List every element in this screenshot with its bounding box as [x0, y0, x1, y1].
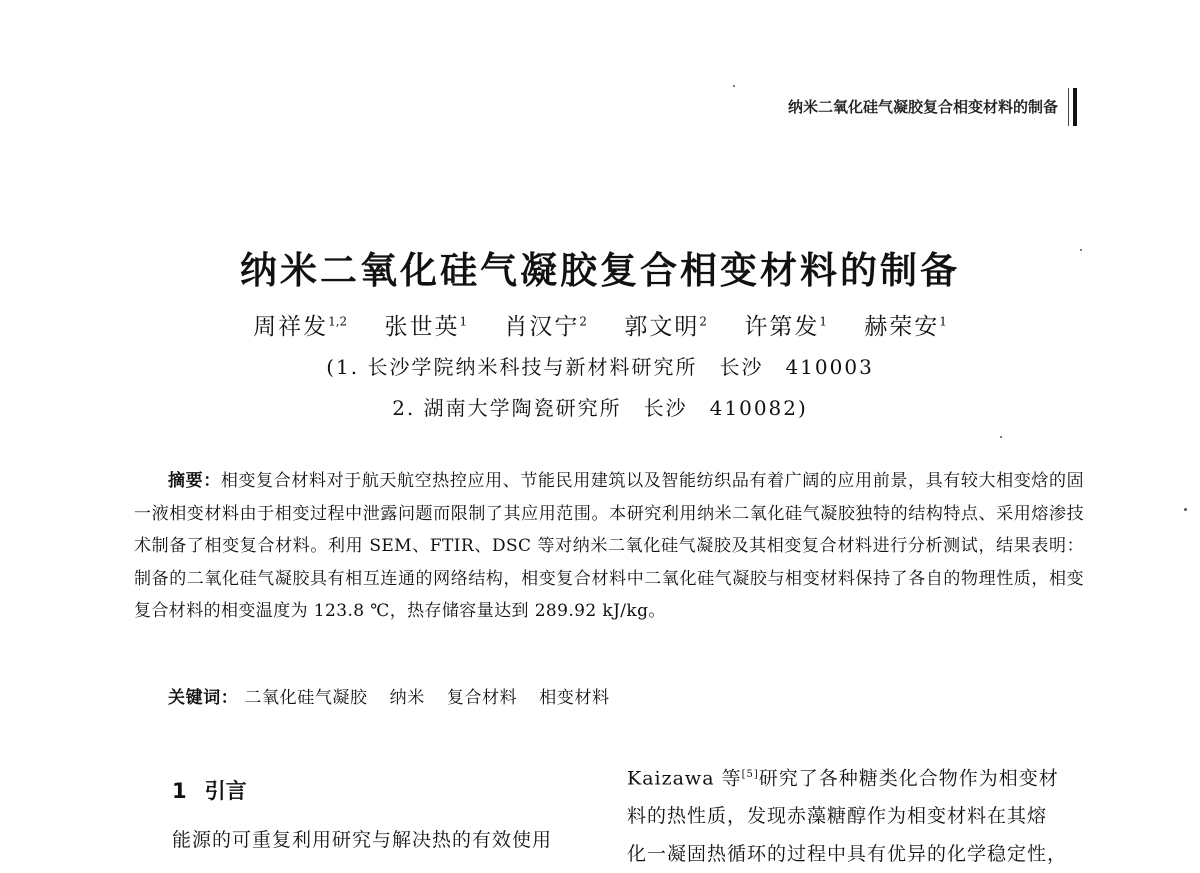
abstract-text: 相变复合材料对于航天航空热控应用、节能民用建筑以及智能纺织品有着广阔的应用前景，具有较大相变焓的固一液相变材料由于相变过程中泄露问题而限制了其应用范围。本研究利用纳米二氧化硅气凝胶独特的结构特点、采用熔渗技术制备了相变复合材料。利用 SEM、FTIR、DSC 等对纳米二氧化硅气凝胶及其相变复合材料进行分析测试，结果表明：制备的二氧化硅气凝胶具有相互连通的网络结构，相变复合材料中二氧化硅气凝胶与相变材料保持了各自的物理性质，相变复合材料的相变温度为 123.8 ℃，热存储容量达到 289.92 kJ/kg。 — [134, 471, 1084, 622]
keyword: 二氧化硅气凝胶 — [244, 688, 368, 708]
affiliation-line: 2. 湖南大学陶瓷研究所 长沙 410082) — [392, 396, 808, 420]
text-line: 料的热性质，发现赤藻糖醇作为相变材料在其熔 — [627, 805, 1048, 828]
author-list — [0, 308, 1200, 341]
author — [504, 308, 587, 341]
header-rule-thin — [1068, 88, 1069, 126]
abstract-label: 摘要： — [168, 471, 221, 491]
author-name: 张世英 — [384, 314, 460, 340]
keyword: 复合材料 — [446, 688, 518, 708]
author — [864, 308, 947, 341]
text-line — [627, 756, 1082, 797]
scan-speck — [1184, 508, 1187, 511]
right-column-text — [627, 756, 1082, 873]
left-column-text: 能源的可重复利用研究与解决热的有效使用 — [172, 829, 553, 851]
author — [384, 308, 467, 341]
affiliation-line: (1. 长沙学院纳米科技与新材料研究所 长沙 410003 — [326, 355, 874, 379]
author-name: 许第发 — [744, 314, 820, 340]
keywords — [168, 683, 626, 708]
author-affiliation-mark: 1,2 — [328, 314, 348, 329]
author — [624, 308, 707, 341]
author-affiliation-mark: 1 — [819, 314, 827, 329]
section-heading — [172, 775, 247, 805]
text-line: 化一凝固热循环的过程中具有优异的化学稳定性， — [627, 843, 1068, 866]
header-rule-thick — [1073, 88, 1077, 126]
author — [744, 308, 827, 341]
abstract — [134, 465, 1084, 628]
section-number: 1 — [172, 779, 187, 803]
author-name: 郭文明 — [624, 314, 700, 340]
author-affiliation-mark: 2 — [699, 314, 708, 329]
scan-speck — [1000, 436, 1002, 438]
text-segment: Kaizawa 等 — [627, 767, 742, 790]
author-affiliation-mark: 2 — [579, 314, 588, 329]
keyword: 纳米 — [389, 688, 425, 708]
section-title: 引言 — [204, 779, 247, 803]
text-segment: 研究了各种糖类化合物作为相变材 — [758, 767, 1059, 790]
paper-title: 纳米二氧化硅气凝胶复合相变材料的制备 — [240, 248, 960, 292]
scan-speck — [1080, 249, 1082, 251]
author — [253, 308, 347, 341]
running-header: 纳米二氧化硅气凝胶复合相变材料的制备 — [787, 98, 1058, 116]
keyword: 相变材料 — [539, 688, 610, 708]
author-affiliation-mark: 1 — [459, 314, 468, 329]
author-name: 赫荣安 — [864, 314, 940, 340]
scan-speck — [733, 85, 735, 87]
author-name: 周祥发 — [253, 314, 329, 340]
keywords-label: 关键词： — [168, 688, 239, 708]
author-name: 肖汉宁 — [504, 314, 580, 340]
author-affiliation-mark: 1 — [939, 314, 947, 329]
citation-mark: [5] — [741, 769, 759, 780]
